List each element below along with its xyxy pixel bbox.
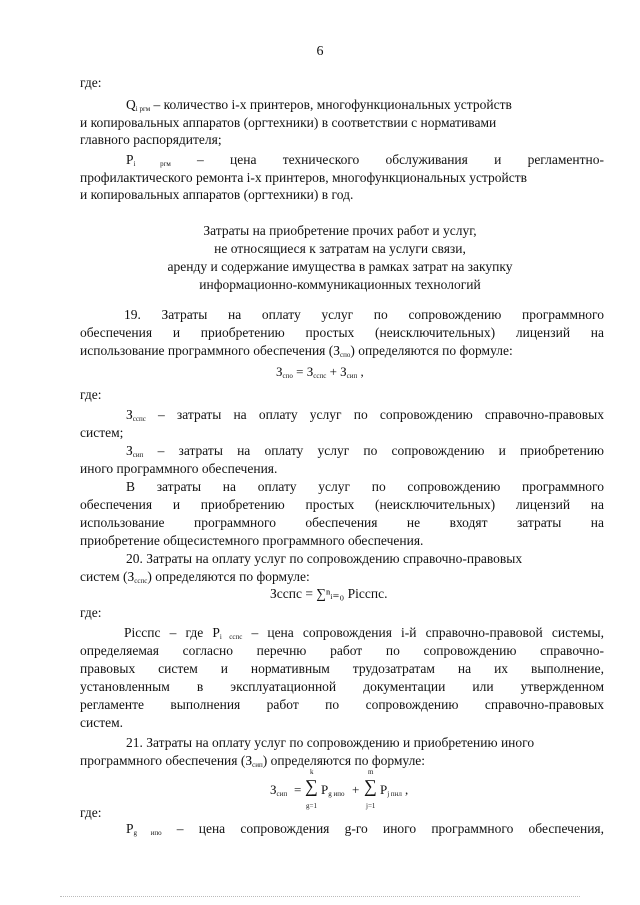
definition-zsps-line-2: систем; (80, 425, 124, 440)
formula-zsip-term-2: $P_{j пнл}$ (380, 782, 402, 798)
symbol-zsip-subscript: сип (132, 451, 144, 459)
definition-p-line-3: и копировальных аппаратов (оргтехники) в год. (80, 187, 354, 202)
symbol-zsip-2: З (245, 753, 253, 768)
definition-q-line-2: и копировальных аппаратов (оргтехники) в соответствии с нормативами (80, 115, 497, 130)
definition-pisps-line-5: регламенте выполнения работ по сопровождению справочно-правовых (80, 697, 604, 712)
definition-pisps-line-1: – цена сопровождения i-й справочно-правовой системы, (251, 625, 604, 640)
definition-pisps-line-2: определяемая согласно перечню работ по сопровождению справочно- (80, 643, 604, 658)
definition-zsps-line-1: – затраты на оплату услуг по сопровождению справочно-правовых (158, 407, 604, 422)
sum-1-sigma-icon: ∑ (305, 776, 318, 796)
definition-zsps (126, 406, 604, 428)
symbol-zsps-2: З (127, 569, 135, 584)
exclusion-line-1: В затраты на оплату услуг по сопровождению программного (126, 479, 604, 494)
formula-zspo-lhs-sub: спо (282, 372, 293, 380)
exclusion-line-3: использование программного обеспечения не входят затраты на (80, 515, 604, 530)
formula-zspo-term-2-sub: сип (346, 372, 358, 380)
formula-zspo-plus: + (329, 364, 337, 379)
section-heading-line-4: информационно-коммуникационных технологий (199, 277, 481, 292)
symbol-zsip-2-subscript: сип (252, 761, 263, 769)
page-number: 6 (316, 44, 324, 59)
exclusion-line-4: приобретение общесистемного программного обеспечения. (80, 533, 424, 548)
sum-1-lower-limit: g=1 (306, 802, 317, 810)
symbol-pisps: P (212, 625, 220, 640)
definition-pgipo (126, 820, 604, 842)
definition-q-line-3: главного распорядителя; (80, 132, 222, 147)
definition-zsip-line-2: иного программного обеспечения. (80, 461, 278, 476)
symbol-zsps: З (126, 407, 133, 422)
para-20-line-1: 20. Затраты на оплату услуг по сопровождению справочно-правовых (126, 551, 523, 566)
definition-p-line-2: профилактического ремонта i-х принтеров, многофункциональных устройств (80, 170, 528, 185)
para-21-text-b: ) определяются по формуле: (262, 753, 426, 768)
definition-pisps-lead: Piсспс – где (124, 625, 204, 640)
symbol-p-subscript: i ргм (133, 160, 171, 168)
formula-zsip-plus: + (352, 782, 360, 797)
where-label-2: где: (80, 387, 102, 402)
formula-zspo-comma: , (360, 364, 364, 379)
para-19-text-a: использование программного обеспечения ( (80, 343, 334, 358)
definition-p-line-1: – цена технического обслуживания и регламентно- (197, 152, 605, 167)
formula-zsps: Зсспс = ∑ⁿᵢ₌₀ Рiсспс. (270, 586, 388, 601)
formula-zspo (276, 364, 364, 380)
section-heading-line-2: не относящиеся к затратам на услуги связи, (214, 241, 466, 256)
definition-pisps-line-4: установленным в эксплуатационной документации или утвержденном (80, 679, 604, 694)
formula-zspo-term-2: З (340, 364, 347, 379)
formula-zspo-term-1: З (306, 364, 314, 379)
section-heading-line-1: Затраты на приобретение прочих работ и услуг, (203, 223, 477, 238)
definition-pgipo-line-1: – цена сопровождения g-го иного программного обеспечения, (176, 821, 605, 836)
where-label: где: (80, 75, 102, 90)
para-19-line-3 (80, 342, 513, 364)
where-label-3: где: (80, 605, 102, 620)
para-19-line-2: обеспечения и приобретению простых (неисключительных) лицензий на (80, 325, 604, 340)
definition-q-line-1: – количество i-х принтеров, многофункциональных устройств (153, 97, 512, 112)
definition-pisps-line-3: правовых систем и нормативным трудозатратам на их выполнение, (80, 661, 604, 676)
sum-2-lower-limit: j=1 (366, 802, 376, 810)
para-19-text-b: ) определяются по формуле: (350, 343, 513, 358)
exclusion-line-2: обеспечения и приобретению простых (неисключительных) лицензий на (80, 497, 604, 512)
definition-zsip-line-1: – затраты на оплату услуг по сопровождению и приобретению (157, 443, 605, 458)
symbol-q: Q (126, 97, 136, 112)
symbol-zspo-subscript: спо (340, 351, 351, 359)
formula-zsip-term-1: $P_{g ипо}$ (321, 782, 345, 798)
symbol-zsps-2-subscript: сспс (134, 577, 148, 585)
symbol-pisps-subscript: i сспс (219, 633, 243, 641)
sum-2-upper-limit: m (368, 768, 374, 776)
scan-artifact-divider (60, 896, 580, 899)
para-21-line-1: 21. Затраты на оплату услуг по сопровождению и приобретению иного (126, 735, 535, 750)
sum-1-upper-limit: k (310, 768, 314, 776)
para-19-line-1: 19. Затраты на оплату услуг по сопровождению программного (124, 307, 604, 322)
symbol-pgipo-subscript: g ипо (133, 829, 162, 837)
formula-zsip-lhs: $З_{сип}$ (270, 782, 288, 798)
para-20-text-b: ) определяются по формуле: (147, 569, 310, 584)
formula-zsip (270, 768, 410, 812)
symbol-q-subscript: i ргм (135, 105, 151, 113)
where-label-4: где: (80, 805, 102, 820)
symbol-zspo: З (333, 343, 341, 358)
symbol-zsps-subscript: сспс (132, 415, 146, 423)
para-20-text-a: систем ( (80, 569, 128, 584)
sum-2-sigma-icon: ∑ (364, 776, 377, 796)
symbol-zsip: З (126, 443, 133, 458)
formula-zspo-eq: = (296, 364, 304, 379)
symbol-p: P (126, 152, 134, 167)
formula-zsip-comma: , (405, 782, 409, 797)
symbol-pgipo: P (126, 821, 134, 836)
formula-zspo-term-1-sub: сспс (313, 372, 327, 380)
formula-zspo-lhs: З (276, 364, 283, 379)
formula-zsip-eq: = (294, 782, 302, 797)
section-heading-line-3: аренду и содержание имущества в рамках затрат на закупку (167, 259, 513, 274)
definition-pisps-line-6: систем. (80, 715, 124, 730)
para-21-text-a: программного обеспечения ( (80, 753, 246, 768)
